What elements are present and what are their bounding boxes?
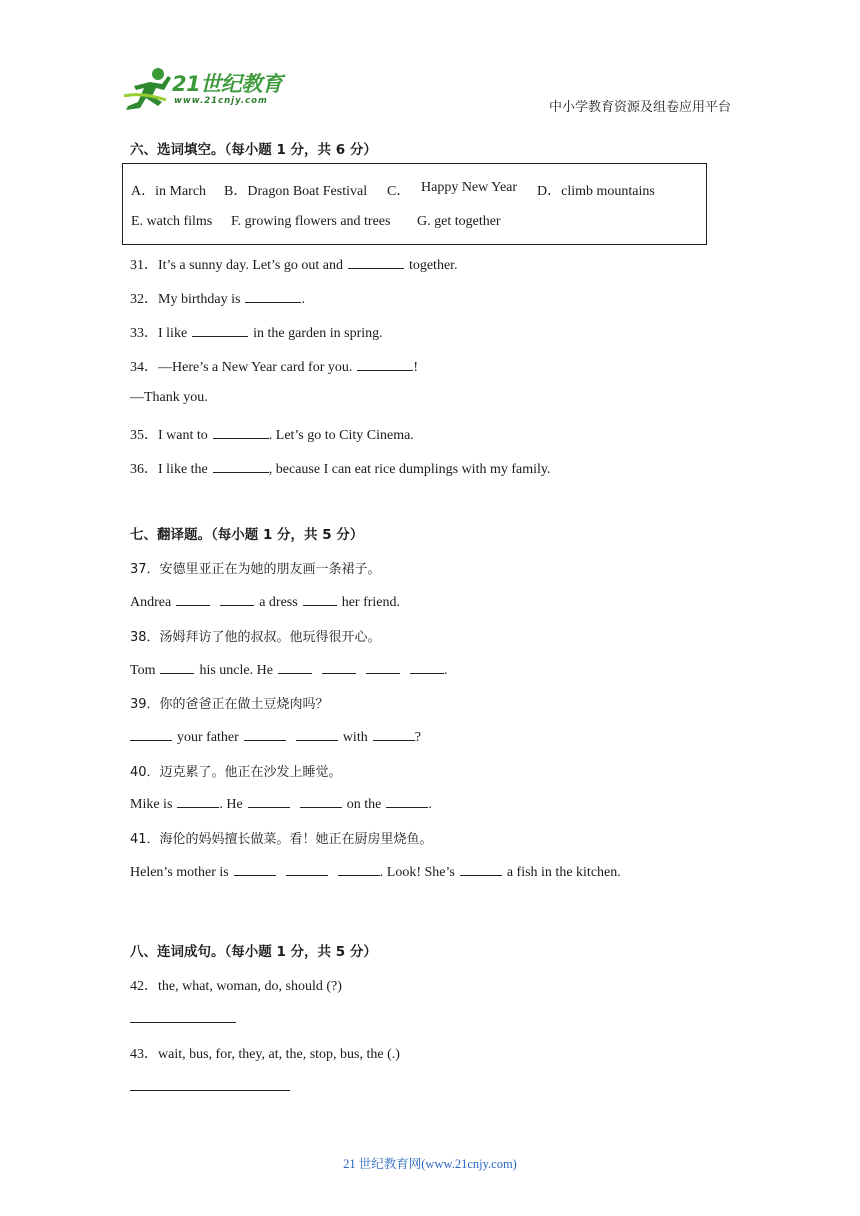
q38-word: his uncle. He <box>199 663 273 678</box>
question-43: 43．wait, bus, for, they, at, the, stop, bus, the (.) <box>130 1047 400 1062</box>
answer-blank[interactable] <box>176 593 210 606</box>
q39-word: ? <box>414 730 421 745</box>
question-41-prompt: 41．海伦的妈妈擅长做菜。看！她正在厨房里烧鱼。 <box>130 832 433 847</box>
answer-blank[interactable] <box>213 460 269 473</box>
question-35 <box>130 424 414 444</box>
answer-blank[interactable] <box>373 728 415 741</box>
answer-blank[interactable] <box>234 863 276 876</box>
option-d: D．climb mountains <box>537 184 655 199</box>
question-37-prompt: 37．安德里亚正在为她的朋友画一条裙子。 <box>130 562 381 577</box>
platform-name: 中小学教育资源及组卷应用平台 <box>549 100 732 115</box>
q39-word: with <box>342 730 368 745</box>
answer-blank[interactable] <box>348 256 404 269</box>
answer-blank[interactable] <box>357 358 413 371</box>
q41-word: Helen’s mother is <box>130 865 229 880</box>
q38-word: Tom <box>130 663 156 678</box>
answer-blank[interactable] <box>296 728 338 741</box>
section-7-title: 七、翻译题。（每小题 1 分，共 5 分） <box>130 527 364 543</box>
option-f: F. growing flowers and trees <box>231 214 391 229</box>
question-39-answer <box>130 728 421 746</box>
runner-icon <box>122 66 174 114</box>
answer-blank[interactable] <box>322 661 356 674</box>
question-36 <box>130 458 551 478</box>
question-40-answer <box>130 795 432 813</box>
q35-text: 35．I want to <box>130 428 208 443</box>
q36-text: 36．I like the <box>130 462 208 477</box>
question-37-answer <box>130 593 400 611</box>
q40-word: on the <box>346 797 382 812</box>
answer-blank[interactable] <box>220 593 254 606</box>
answer-blank[interactable] <box>245 290 301 303</box>
q31-tail: together. <box>408 258 458 273</box>
answer-blank[interactable] <box>338 863 380 876</box>
q41-word: . Look! She’s <box>379 865 455 880</box>
q40-word: Mike is <box>130 797 173 812</box>
answer-blank[interactable] <box>386 795 428 808</box>
question-40-prompt: 40．迈克累了。他正在沙发上睡觉。 <box>130 765 342 780</box>
answer-blank[interactable] <box>303 593 337 606</box>
option-c: C． <box>387 184 411 199</box>
q40-word: . He <box>219 797 243 812</box>
answer-line[interactable] <box>130 1090 290 1091</box>
question-34 <box>130 356 418 376</box>
q32-tail: . <box>301 292 305 307</box>
q40-word: . <box>428 797 432 812</box>
answer-blank[interactable] <box>248 795 290 808</box>
q38-word: . <box>443 663 448 678</box>
section-6-title: 六、选词填空。（每小题 1 分，共 6 分） <box>130 142 377 158</box>
answer-blank[interactable] <box>177 795 219 808</box>
answer-line[interactable] <box>130 1022 236 1023</box>
option-g: G. get together <box>417 214 501 229</box>
q41-word: a fish in the kitchen. <box>506 865 621 880</box>
answer-blank[interactable] <box>278 661 312 674</box>
q34-tail: ! <box>413 360 419 375</box>
q36-tail: , because I can eat rice dumplings with my family. <box>268 462 551 477</box>
question-42: 42．the, what, woman, do, should (?) <box>130 979 342 994</box>
option-e: E. watch films <box>131 214 213 229</box>
q31-text: 31．It’s a sunny day. Let’s go out and <box>130 258 343 273</box>
answer-blank[interactable] <box>410 661 444 674</box>
question-33 <box>130 322 383 342</box>
answer-blank[interactable] <box>300 795 342 808</box>
answer-blank[interactable] <box>213 426 269 439</box>
q39-word: your father <box>177 730 239 745</box>
q33-tail: in the garden in spring. <box>253 326 383 341</box>
q32-text: 32．My birthday is <box>130 292 241 307</box>
page-footer: 21 世纪教育网(www.21cnjy.com) <box>343 1157 517 1171</box>
question-41-answer <box>130 863 621 881</box>
answer-blank[interactable] <box>130 728 172 741</box>
answer-blank[interactable] <box>192 324 248 337</box>
logo-url: www.21cnjy.com <box>174 96 268 106</box>
question-39-prompt: 39．你的爸爸正在做土豆烧肉吗？ <box>130 697 329 712</box>
option-a: A．in March <box>131 184 207 199</box>
question-32 <box>130 288 305 308</box>
answer-blank[interactable] <box>366 661 400 674</box>
question-38-prompt: 38．汤姆拜访了他的叔叔。他玩得很开心。 <box>130 630 381 645</box>
answer-blank[interactable] <box>460 863 502 876</box>
brand-logo <box>122 66 292 116</box>
option-c-text: Happy New Year <box>421 180 518 195</box>
answer-blank[interactable] <box>160 661 194 674</box>
options-box <box>122 163 707 245</box>
q33-text: 33．I like <box>130 326 188 341</box>
question-38-answer <box>130 661 447 679</box>
q37-word: her friend. <box>341 595 401 610</box>
q37-word: Andrea <box>130 595 172 610</box>
answer-blank[interactable] <box>286 863 328 876</box>
option-b: B．Dragon Boat Festival <box>224 184 368 199</box>
q37-word: a dress <box>259 595 298 610</box>
q34-text: 34．—Here’s a New Year card for you. <box>130 360 353 375</box>
question-34-reply: —Thank you. <box>130 390 208 405</box>
section-8-title: 八、连词成句。（每小题 1 分，共 5 分） <box>130 944 377 960</box>
answer-blank[interactable] <box>244 728 286 741</box>
logo-text: 21世纪教育 <box>172 72 283 96</box>
q35-tail: . Let’s go to City Cinema. <box>268 428 414 443</box>
question-31 <box>130 254 458 274</box>
